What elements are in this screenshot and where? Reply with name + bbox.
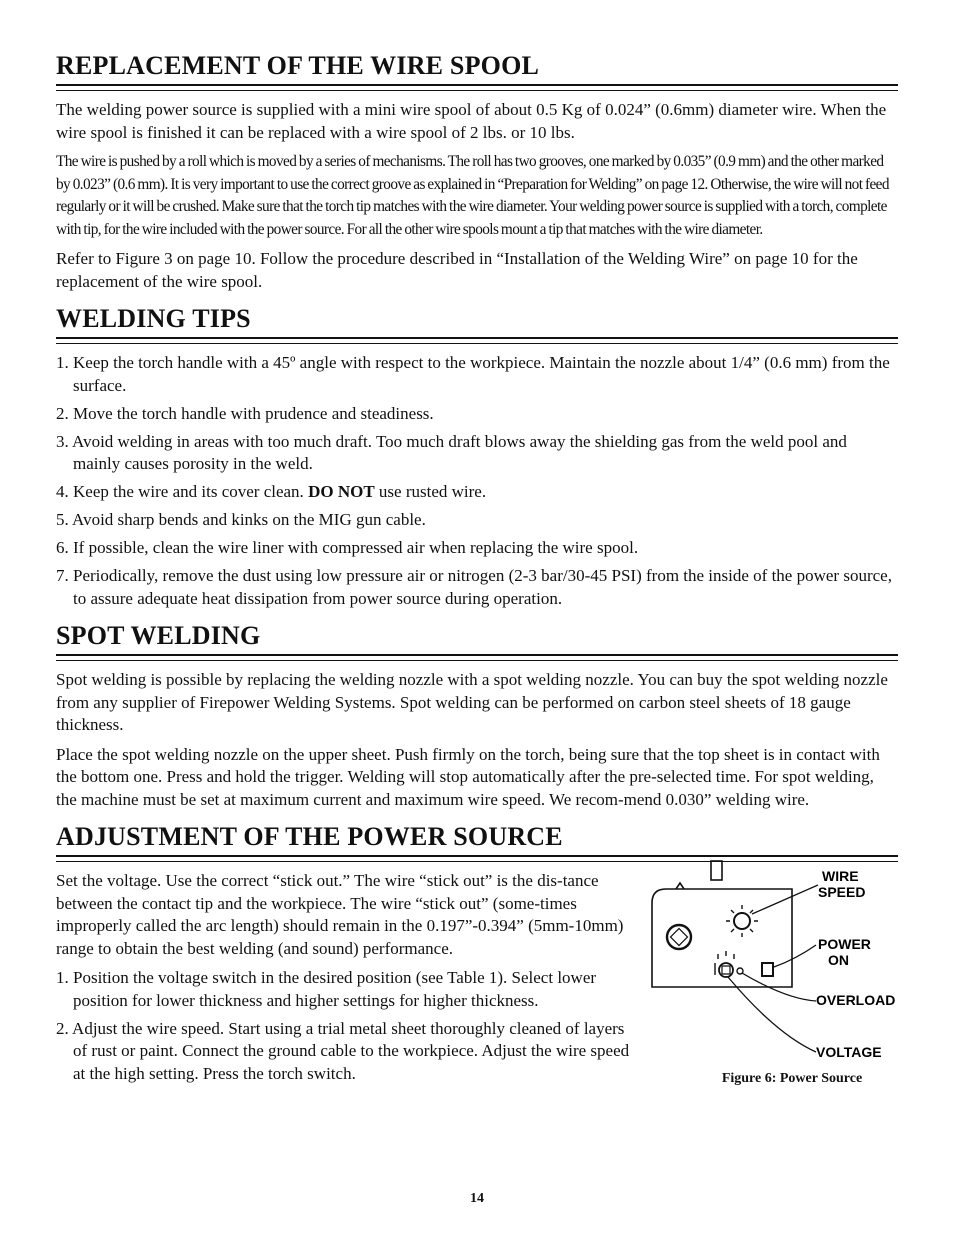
list-item-text: use rusted wire. bbox=[374, 482, 487, 501]
list-item: 2. Move the torch handle with prudence and steadiness. bbox=[56, 403, 434, 423]
section-wire-spool bbox=[56, 50, 898, 293]
overload-label: OVERLOAD bbox=[816, 992, 896, 1008]
section-spot-welding bbox=[56, 620, 898, 811]
paragraph: Place the spot welding nozzle on the upper sheet. Push firmly on the torch, being sure that the top sheet is in contact with the bottom one. Press and hold the trigger. Welding will stop automatically after the pre-selected time. For spot welding, the machine must be set at maximum current and maximum wire speed. We recom-mend 0.030” welding wire. bbox=[56, 744, 880, 809]
handle-shape bbox=[711, 861, 722, 880]
wire-speed-knob-icon bbox=[734, 913, 750, 929]
section-adjustment bbox=[56, 821, 898, 1085]
paragraph: Spot welding is possible by replacing the welding nozzle with a spot welding nozzle. You can buy the spot welding nozzle from any supplier of Firepower Welding Systems. Spot welding can be performed on carbon steel sheets of 18 gauge thickness. bbox=[56, 670, 888, 734]
list-item: 6. If possible, clean the wire liner with compressed air when replacing the wire spool. bbox=[56, 538, 639, 557]
voltage-label: VOLTAGE bbox=[816, 1044, 882, 1060]
list-item-text: 4. Keep the wire and its cover clean. bbox=[56, 482, 309, 501]
section-title: SPOT WELDING bbox=[56, 621, 261, 650]
list-item: 7. Periodically, remove the dust using low pressure air or nitrogen (2-3 bar/30-45 PSI) from the inside of the power source, to assure adequate heat dissipation from power source during operation. bbox=[56, 566, 892, 608]
wire-speed-label: SPEED bbox=[818, 884, 866, 900]
adjustment-text bbox=[56, 870, 642, 1085]
paragraph: Set the voltage. Use the correct “stick out.” The wire “stick out” is the dis-tance between the contact tip and the workpiece. The wire “stick out” (some-times improperly called the arc length) should remain in the 0.197”-0.394” (5mm-10mm) range to obtain the best welding (and sound) performance. bbox=[56, 871, 624, 958]
section-welding-tips bbox=[56, 303, 898, 610]
figure-caption: Figure 6: Power Source bbox=[721, 1071, 863, 1086]
paragraph: The welding power source is supplied with a mini wire spool of about 0.5 Kg of 0.024” (0.6mm) diameter wire. When the wire spool is finished it can be replaced with a wire spool of 2 lbs. or 10 lbs. bbox=[56, 100, 887, 142]
page-number: 14 bbox=[470, 1191, 484, 1206]
document-page bbox=[56, 50, 898, 1095]
power-on-label: ON bbox=[828, 952, 849, 968]
paragraph: Refer to Figure 3 on page 10. Follow the procedure described in “Installation of the Welding Wire” on page 10 for the replacement of the wire spool. bbox=[56, 249, 858, 291]
section-title: ADJUSTMENT OF THE POWER SOURCE bbox=[56, 822, 563, 851]
list-item: 1. Keep the torch handle with a 45º angle with respect to the workpiece. Maintain the nozzle about 1/4” (0.6 mm) from the surface. bbox=[56, 353, 890, 395]
section-title: REPLACEMENT OF THE WIRE SPOOL bbox=[56, 51, 540, 80]
power-on-label: POWER bbox=[818, 936, 871, 952]
list-item bbox=[56, 481, 898, 504]
section-title: WELDING TIPS bbox=[56, 304, 251, 333]
power-switch-icon bbox=[762, 963, 773, 976]
power-source-figure bbox=[646, 859, 906, 1089]
section-rule bbox=[56, 337, 898, 344]
section-rule bbox=[56, 84, 898, 91]
panel-notch bbox=[676, 883, 684, 889]
emphasis-text: DO NOT bbox=[308, 482, 375, 501]
section-rule bbox=[56, 654, 898, 661]
voltage-switch-icon bbox=[719, 963, 733, 977]
list-item: 1. Position the voltage switch in the desired position (see Table 1). Select lower position for lower thickness and higher settings for higher thickness. bbox=[56, 968, 597, 1010]
wire-speed-label: WIRE bbox=[822, 868, 859, 884]
paragraph: The wire is pushed by a roll which is moved by a series of mechanisms. The roll has two grooves, one marked by 0.035” (0.9 mm) and the other marked by 0.023” (0.6 mm). It is very important to use the correct groove as explained in “Preparation for Welding” on page 12. Otherwise, the wire will not feed regularly or it will be crushed. Make sure that the torch tip matches with the wire diameter. Your welding power source is supplied with a torch, complete with tip, for the wire included with the power source. For all the other wire spools mount a tip that matches with the wire diameter. bbox=[56, 153, 889, 238]
list-item: 2. Adjust the wire speed. Start using a trial metal sheet thoroughly cleaned of layers of rust or paint. Connect the ground cable to the workpiece. Adjust the wire speed at the high setting. Press the torch switch. bbox=[56, 1018, 630, 1083]
power-source-diagram bbox=[646, 859, 906, 1069]
list-item: 3. Avoid welding in areas with too much draft. Too much draft blows away the shielding gas from the weld pool and mainly causes porosity in the weld. bbox=[56, 431, 847, 473]
list-item: 5. Avoid sharp bends and kinks on the MIG gun cable. bbox=[56, 510, 426, 529]
